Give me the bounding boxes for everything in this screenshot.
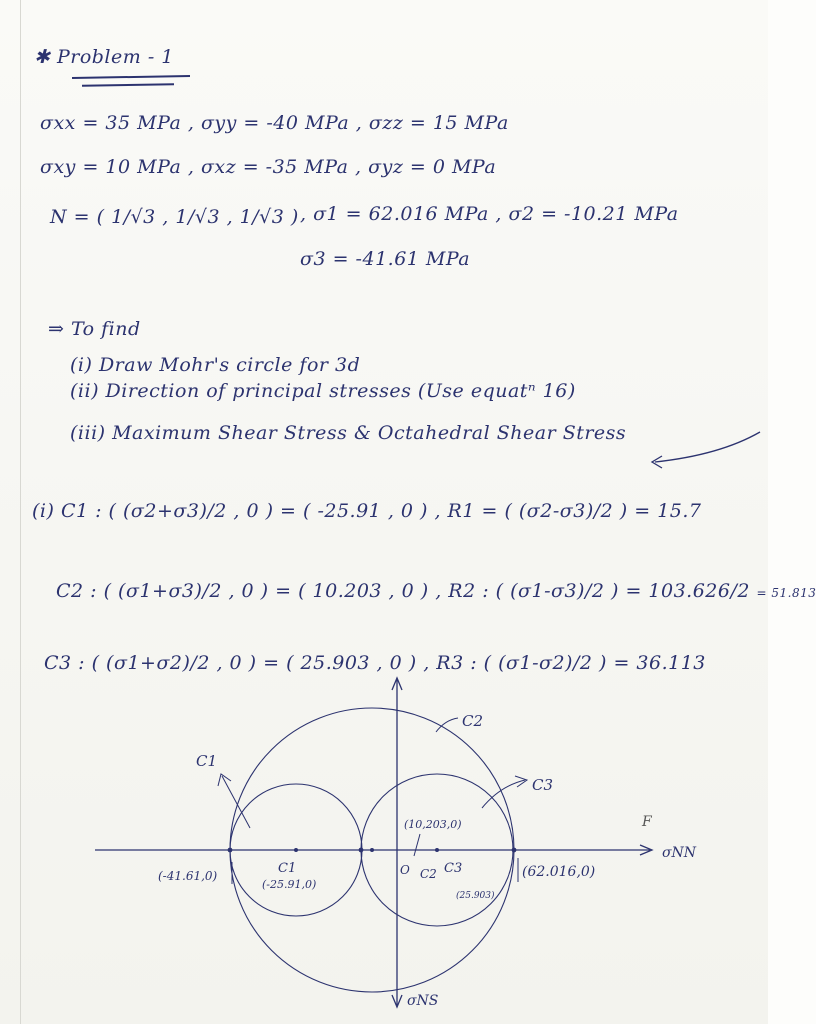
to-find-item-3: (iii) Maximum Shear Stress & Octahedral Shear Stress <box>70 422 627 444</box>
stray-mark: F <box>642 814 652 830</box>
calc-c1-r1: (i) C1 : ( (σ2+σ3)/2 , 0 ) = ( -25.91 , 0 ) , R1 = ( (σ2-σ3)/2 ) = 15.7 <box>32 500 702 522</box>
y-axis-label: σNS <box>407 993 439 1009</box>
pointer-arrow-line <box>655 432 760 462</box>
to-find-item-1: (i) Draw Mohr's circle for 3d <box>70 354 361 376</box>
heading-underline-2 <box>82 83 174 86</box>
point-c2-coord: (10,203,0) <box>404 818 462 831</box>
point-left-label: (-41.61,0) <box>158 869 218 883</box>
normal-vector: N = ( 1/√3 , 1/√3 , 1/√3 ) <box>50 206 299 228</box>
x-axis-arrow-icon <box>640 845 652 855</box>
point-c3-marker <box>435 848 439 852</box>
to-find-item-2: (ii) Direction of principal stresses (Use equatⁿ 16) <box>70 380 576 402</box>
page-margin-line <box>20 0 21 1024</box>
c1-leader-arrow-icon <box>218 774 231 786</box>
y-axis-arrow-up-icon <box>392 678 402 690</box>
point-c2-label: C2 <box>420 867 437 881</box>
given-stresses-line-1: σxx = 35 MPa , σyy = -40 MPa , σzz = 15 MPa <box>40 112 509 134</box>
point-c1-coord: (-25.91,0) <box>262 878 317 891</box>
calc-c2-r2-main: C2 : ( (σ1+σ3)/2 , 0 ) = ( 10.203 , 0 ) , R2 : ( (σ1-σ3)/2 ) = 103.626/2 <box>56 580 750 602</box>
to-find-heading: ⇒ To find <box>48 318 141 340</box>
pointer-arrow-head-icon <box>652 456 662 468</box>
x-axis-label: σNN <box>662 845 697 861</box>
point-c1-label: C1 <box>278 861 297 876</box>
calc-c3-r3: C3 : ( (σ1+σ2)/2 , 0 ) = ( 25.903 , 0 ) , R3 : ( (σ1-σ2)/2 ) = 36.113 <box>44 652 706 674</box>
principal-stresses-1-2: , σ1 = 62.016 MPa , σ2 = -10.21 MPa <box>300 203 679 225</box>
y-axis-arrow-down-icon <box>392 995 402 1007</box>
calc-c2-r2 <box>56 580 816 602</box>
origin-label: O <box>400 863 410 877</box>
circle-label-c2: C2 <box>462 712 484 730</box>
point-c3-coord: (25.903) <box>456 891 495 901</box>
circle-label-c1: C1 <box>196 752 218 770</box>
circle-label-c3: C3 <box>532 776 554 794</box>
star-bullet-icon: ✱ <box>34 46 57 68</box>
mohr-circle-c1 <box>230 784 362 916</box>
point-sigma1-marker <box>512 848 517 853</box>
mohr-circle-c2 <box>230 708 514 992</box>
c2-leader-line <box>436 718 458 732</box>
point-c1-marker <box>294 848 298 852</box>
mohr-circle-c3 <box>361 774 513 926</box>
c3-leader-line <box>482 780 525 808</box>
point-c3-label: C3 <box>444 861 463 876</box>
given-stresses-line-2: σxy = 10 MPa , σxz = -35 MPa , σyz = 0 MPa <box>40 156 497 178</box>
principal-stress-3: σ3 = -41.61 MPa <box>300 248 471 270</box>
point-sigma2-marker <box>359 848 364 853</box>
c1-leader-line <box>222 776 250 828</box>
point-right-label: (62.016,0) <box>522 864 596 880</box>
point-sigma3-marker <box>228 848 233 853</box>
calc-c2-r2-extra: = 51.813 <box>756 586 816 600</box>
point-c2-marker <box>370 848 374 852</box>
c2-point-arrow <box>414 834 420 856</box>
problem-heading: ✱ Problem - 1 <box>34 46 174 68</box>
heading-underline <box>72 75 190 79</box>
c3-leader-arrow-icon <box>515 776 527 787</box>
